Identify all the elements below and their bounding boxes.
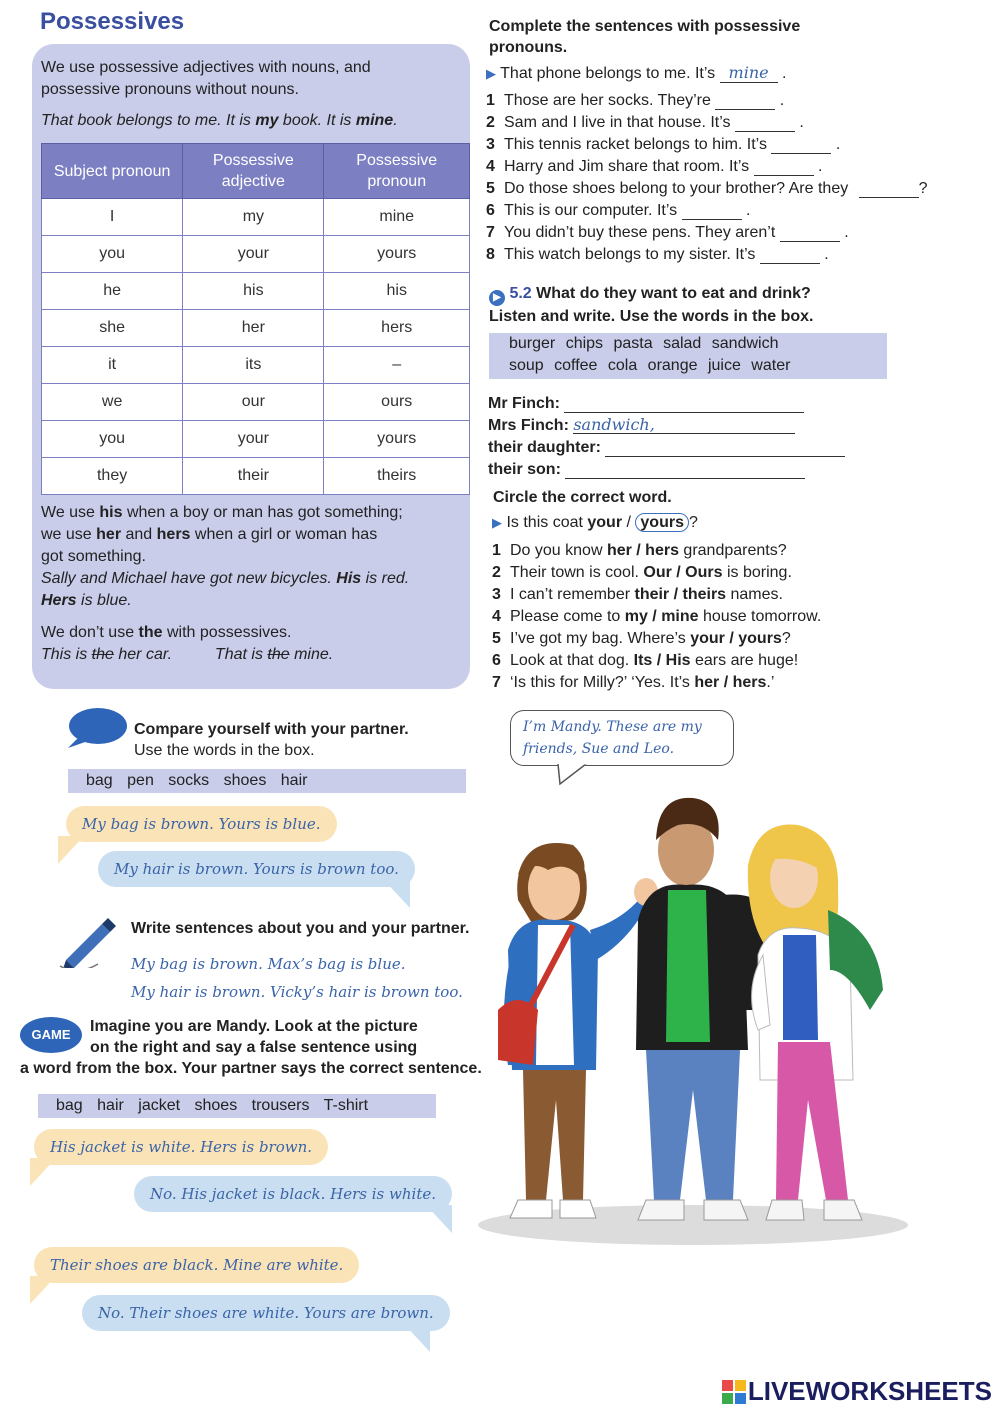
item-number: 2 xyxy=(492,564,501,581)
food-word-box xyxy=(489,333,887,379)
name-label: Mr Finch: xyxy=(488,395,560,412)
note-text: her car. xyxy=(113,646,173,663)
note-bold: His xyxy=(336,570,362,587)
note-line xyxy=(41,644,333,666)
answer-input[interactable] xyxy=(564,396,804,413)
answer-input[interactable] xyxy=(682,203,742,220)
grammar-intro-line: We use possessive adjectives with nouns, and xyxy=(41,59,371,76)
bubble-tail xyxy=(30,1276,56,1304)
ex3-example-text: Is this coat xyxy=(506,514,588,531)
game-word-box: bag hair jacket shoes trousers T-shirt xyxy=(38,1094,436,1118)
table-cell: he xyxy=(42,273,183,310)
ex1-item: 2 Sam and I live in that house. It’s . xyxy=(486,112,928,134)
table-cell: his xyxy=(183,273,324,310)
item-text: Their town is cool. xyxy=(510,564,644,581)
liveworksheets-logo-icon xyxy=(722,1380,746,1404)
item-text: You didn’t buy these pens. They aren’t xyxy=(504,224,776,241)
grammar-notes-the xyxy=(41,622,333,666)
item-text: I can’t remember xyxy=(510,586,635,603)
note-text: with possessives. xyxy=(162,624,292,641)
speech-bubble: My hair is brown. Yours is brown too. xyxy=(98,851,415,887)
girl-right-figure xyxy=(748,825,883,1221)
table-row xyxy=(42,458,470,495)
table-cell: its xyxy=(183,347,324,384)
ex2-heading-line xyxy=(489,283,814,306)
ex1-item: 6 This is our computer. It’s . xyxy=(486,200,928,222)
mandy-speech-bubble xyxy=(510,710,734,766)
answer-input[interactable] xyxy=(754,159,814,176)
table-cell: you xyxy=(42,236,183,273)
audio-track-number: 5.2 xyxy=(509,285,532,302)
audio-play-icon[interactable]: ▶ xyxy=(489,290,505,306)
teenagers-illustration xyxy=(478,780,918,1250)
table-cell: your xyxy=(183,236,324,273)
table-cell: she xyxy=(42,310,183,347)
table-row xyxy=(42,310,470,347)
boy-left-figure xyxy=(498,843,658,1218)
table-header-cell: Subject pronoun xyxy=(42,144,183,199)
answer-input[interactable] xyxy=(715,93,775,110)
item-text: ‘Is this for Milly?’ ‘Yes. It’s xyxy=(510,674,695,691)
table-row xyxy=(42,199,470,236)
grammar-example-bold: my xyxy=(255,112,279,129)
note-text: That is xyxy=(214,646,268,663)
mandy-speech-line: friends, Sue and Leo. xyxy=(523,741,675,757)
note-line xyxy=(41,502,409,524)
table-cell: mine xyxy=(324,199,470,236)
ex1-heading-line: Complete the sentences with possessive xyxy=(489,18,801,35)
liveworksheets-logo xyxy=(722,1376,992,1407)
table-cell: her xyxy=(183,310,324,347)
table-cell: we xyxy=(42,384,183,421)
answer-input[interactable] xyxy=(771,137,831,154)
choice-option[interactable]: their / theirs xyxy=(634,586,727,603)
table-cell: our xyxy=(183,384,324,421)
table-cell: theirs xyxy=(324,458,470,495)
answer-input[interactable] xyxy=(859,181,919,198)
table-row xyxy=(42,236,470,273)
bubble-tail xyxy=(404,1324,430,1352)
name-label: their son: xyxy=(488,461,561,478)
name-label: their daughter: xyxy=(488,439,601,456)
answer-input[interactable] xyxy=(605,440,845,457)
table-cell: it xyxy=(42,347,183,384)
play-arrow-icon: ▶ xyxy=(486,66,496,81)
table-row xyxy=(42,347,470,384)
table-header-cell: Possessive adjective xyxy=(183,144,324,199)
speech-bubble: No. Their shoes are white. Yours are brown. xyxy=(82,1295,450,1331)
grammar-title: Possessives xyxy=(40,8,185,35)
ex3-item xyxy=(492,584,821,606)
table-cell: they xyxy=(42,458,183,495)
grammar-example-text: That book belongs to me. It is xyxy=(41,112,256,129)
note-line xyxy=(41,622,333,644)
note-text: Sally and Michael have got new bicycles. xyxy=(41,570,337,587)
word-box-row: burger chips pasta salad sandwich xyxy=(509,335,779,352)
ex3-items xyxy=(492,540,821,694)
note-bold: his xyxy=(99,504,123,521)
write-heading: Write sentences about you and your partner. xyxy=(131,920,470,937)
ex2-heading-line: Listen and write. Use the words in the box. xyxy=(489,308,814,325)
pen-icon xyxy=(58,916,118,968)
item-text: Do you know xyxy=(510,542,607,559)
note-text: is red. xyxy=(361,570,410,587)
table-row xyxy=(42,384,470,421)
choice-option[interactable]: your / yours xyxy=(690,630,782,647)
item-number: 6 xyxy=(486,202,495,219)
speak-heading xyxy=(134,719,409,761)
item-number: 4 xyxy=(486,158,495,175)
speech-bubble: My bag is brown. Yours is blue. xyxy=(66,806,337,842)
note-text: We don’t use xyxy=(41,624,139,641)
ex1-heading-line: pronouns. xyxy=(489,39,568,56)
note-bold: the xyxy=(138,624,163,641)
note-line xyxy=(41,524,409,546)
speech-bubble: Their shoes are black. Mine are white. xyxy=(34,1247,359,1283)
note-text: we use xyxy=(41,526,97,543)
item-number: 8 xyxy=(486,246,495,263)
choice-option[interactable]: Its / His xyxy=(633,652,691,669)
note-struck: the xyxy=(91,646,114,663)
speech-bubble: His jacket is white. Hers is brown. xyxy=(34,1129,328,1165)
item-text: Do those shoes belong to your brother? Are they xyxy=(504,180,849,197)
choice-option[interactable]: her / hers xyxy=(694,674,767,691)
logo-text: LIVEWORKSHEETS xyxy=(747,1376,992,1406)
speech-bubble: No. His jacket is black. Hers is white. xyxy=(134,1176,452,1212)
bubble-tail xyxy=(384,880,410,908)
grammar-example-bold: mine xyxy=(355,112,394,129)
note-line: got something. xyxy=(41,548,146,565)
note-text: when a girl or woman has xyxy=(190,526,378,543)
choice-option[interactable]: Our / Ours xyxy=(643,564,723,581)
game-badge: GAME xyxy=(20,1017,82,1053)
table-cell: your xyxy=(183,421,324,458)
note-text: is blue. xyxy=(76,592,132,609)
name-line xyxy=(488,393,845,415)
ex3-circled-option: yours xyxy=(635,513,689,532)
ex3-heading: Circle the correct word. xyxy=(493,489,672,506)
choice-option[interactable]: my / mine xyxy=(624,608,699,625)
name-label: Mrs Finch: xyxy=(488,417,569,434)
table-cell: hers xyxy=(324,310,470,347)
ex1-item: 8 This watch belongs to my sister. It’s . xyxy=(486,244,928,266)
table-cell: their xyxy=(183,458,324,495)
item-number: 3 xyxy=(486,136,495,153)
grammar-example-text: . xyxy=(393,112,398,129)
answer-input[interactable] xyxy=(735,115,795,132)
pronoun-table xyxy=(41,143,470,495)
bubble-tail xyxy=(58,836,84,864)
name-line xyxy=(488,459,845,481)
item-text: Harry and Jim share that room. It’s xyxy=(504,158,750,175)
ex3-item xyxy=(492,606,821,628)
item-text: .’ xyxy=(766,674,775,691)
game-heading-line: on the right and say a false sentence using xyxy=(90,1039,418,1056)
item-text: I’ve got my bag. Where’s xyxy=(510,630,691,647)
grammar-intro-line: possessive pronouns without nouns. xyxy=(41,81,299,98)
note-text: mine. xyxy=(289,646,334,663)
speak-heading-line: Compare yourself with your partner. xyxy=(134,721,409,738)
note-struck: the xyxy=(267,646,290,663)
answer-input[interactable] xyxy=(780,225,840,242)
write-lines xyxy=(131,950,463,1006)
item-text: grandparents? xyxy=(678,542,787,559)
mandy-speech-line: I’m Mandy. These are my xyxy=(523,719,702,735)
game-heading-line: Imagine you are Mandy. Look at the picture xyxy=(90,1018,418,1035)
table-cell: ours xyxy=(324,384,470,421)
ex3-item xyxy=(492,628,821,650)
note-text: This is xyxy=(41,646,92,663)
item-number: 7 xyxy=(486,224,495,241)
bubble-tail xyxy=(30,1158,56,1186)
ex3-item xyxy=(492,672,821,694)
item-number: 5 xyxy=(492,630,501,647)
ex3-item xyxy=(492,650,821,672)
ex1-item: 5 Do those shoes belong to your brother? Are they ? xyxy=(486,178,928,200)
item-number: 7 xyxy=(492,674,501,691)
item-number: 1 xyxy=(492,542,501,559)
write-line: My bag is brown. Max’s bag is blue. xyxy=(131,955,406,973)
grammar-intro xyxy=(41,57,371,101)
ex1-heading xyxy=(489,16,800,58)
ex1-example-answer: mine xyxy=(720,64,778,83)
table-cell: yours xyxy=(324,421,470,458)
ex3-item xyxy=(492,540,821,562)
word-box-row: soup coffee cola orange juice water xyxy=(509,357,791,374)
grammar-notes xyxy=(41,502,409,612)
note-bold: hers xyxy=(156,526,191,543)
answer-input[interactable] xyxy=(565,462,805,479)
item-text: ? xyxy=(781,630,791,647)
table-row xyxy=(42,273,470,310)
table-cell: you xyxy=(42,421,183,458)
speak-heading-line: Use the words in the box. xyxy=(134,742,315,759)
note-text: We use xyxy=(41,504,100,521)
ex2-names xyxy=(488,393,845,481)
ex1-items xyxy=(486,90,928,266)
note-bold: Hers xyxy=(41,592,77,609)
item-number: 6 xyxy=(492,652,501,669)
note-text: when a boy or man has got something; xyxy=(122,504,403,521)
write-line: My hair is brown. Vicky’s hair is brown too. xyxy=(131,983,463,1001)
item-text: Please come to xyxy=(510,608,625,625)
ex1-item: 4 Harry and Jim share that room. It’s . xyxy=(486,156,928,178)
item-text: Those are her socks. They’re xyxy=(504,92,711,109)
item-number: 1 xyxy=(486,92,495,109)
ex3-sep: / xyxy=(622,514,636,531)
speech-bubble-icon xyxy=(64,706,128,752)
play-arrow-icon: ▶ xyxy=(492,515,502,530)
item-text: Sam and I live in that house. It’s xyxy=(504,114,731,131)
ex1-item: 7 You didn’t buy these pens. They aren’t . xyxy=(486,222,928,244)
table-cell: – xyxy=(324,347,470,384)
game-heading xyxy=(90,1016,418,1058)
ex2-heading xyxy=(489,283,814,327)
name-line xyxy=(488,415,845,437)
table-row xyxy=(42,421,470,458)
item-text: names. xyxy=(726,586,783,603)
pronoun-table-header xyxy=(42,144,470,199)
ex1-item: 3 This tennis racket belongs to him. It’s . xyxy=(486,134,928,156)
item-number: 4 xyxy=(492,608,501,625)
ex1-example-text: That phone belongs to me. It’s xyxy=(500,65,716,82)
choice-option[interactable]: her / hers xyxy=(606,542,679,559)
note-text: and xyxy=(121,526,157,543)
ex2-heading-text: What do they want to eat and drink? xyxy=(536,285,811,302)
grammar-example-text: book. It is xyxy=(278,112,356,129)
ex1-item: 1 Those are her socks. They’re . xyxy=(486,90,928,112)
table-cell: my xyxy=(183,199,324,236)
item-text: house tomorrow. xyxy=(698,608,822,625)
item-text: is boring. xyxy=(722,564,792,581)
ex3-option: your xyxy=(587,514,623,531)
mrs-finch-answer: sandwich, xyxy=(573,417,795,434)
ex3-item xyxy=(492,562,821,584)
ex1-example: ▶ That phone belongs to me. It’s mine . xyxy=(486,63,787,82)
table-cell: his xyxy=(324,273,470,310)
game-heading-line: a word from the box. Your partner says the correct sentence. xyxy=(20,1060,482,1077)
item-text: ears are huge! xyxy=(690,652,799,669)
note-line xyxy=(41,568,409,590)
item-number: 2 xyxy=(486,114,495,131)
note-bold: her xyxy=(96,526,122,543)
item-text: This watch belongs to my sister. It’s xyxy=(504,246,756,263)
item-number: 5 xyxy=(486,180,495,197)
item-text: This is our computer. It’s xyxy=(504,202,678,219)
name-line xyxy=(488,437,845,459)
item-number: 3 xyxy=(492,586,501,603)
speak-word-box: bag pen socks shoes hair xyxy=(68,769,466,793)
ex3-example xyxy=(492,512,698,534)
table-header-cell: Possessive pronoun xyxy=(324,144,470,199)
note-line xyxy=(41,590,409,612)
table-cell: I xyxy=(42,199,183,236)
item-text: This tennis racket belongs to him. It’s xyxy=(504,136,767,153)
table-cell: yours xyxy=(324,236,470,273)
item-text: Look at that dog. xyxy=(510,652,634,669)
answer-input[interactable] xyxy=(760,247,820,264)
bubble-tail xyxy=(426,1205,452,1233)
ex3-example-text: ? xyxy=(688,514,698,531)
grammar-example xyxy=(41,110,398,132)
